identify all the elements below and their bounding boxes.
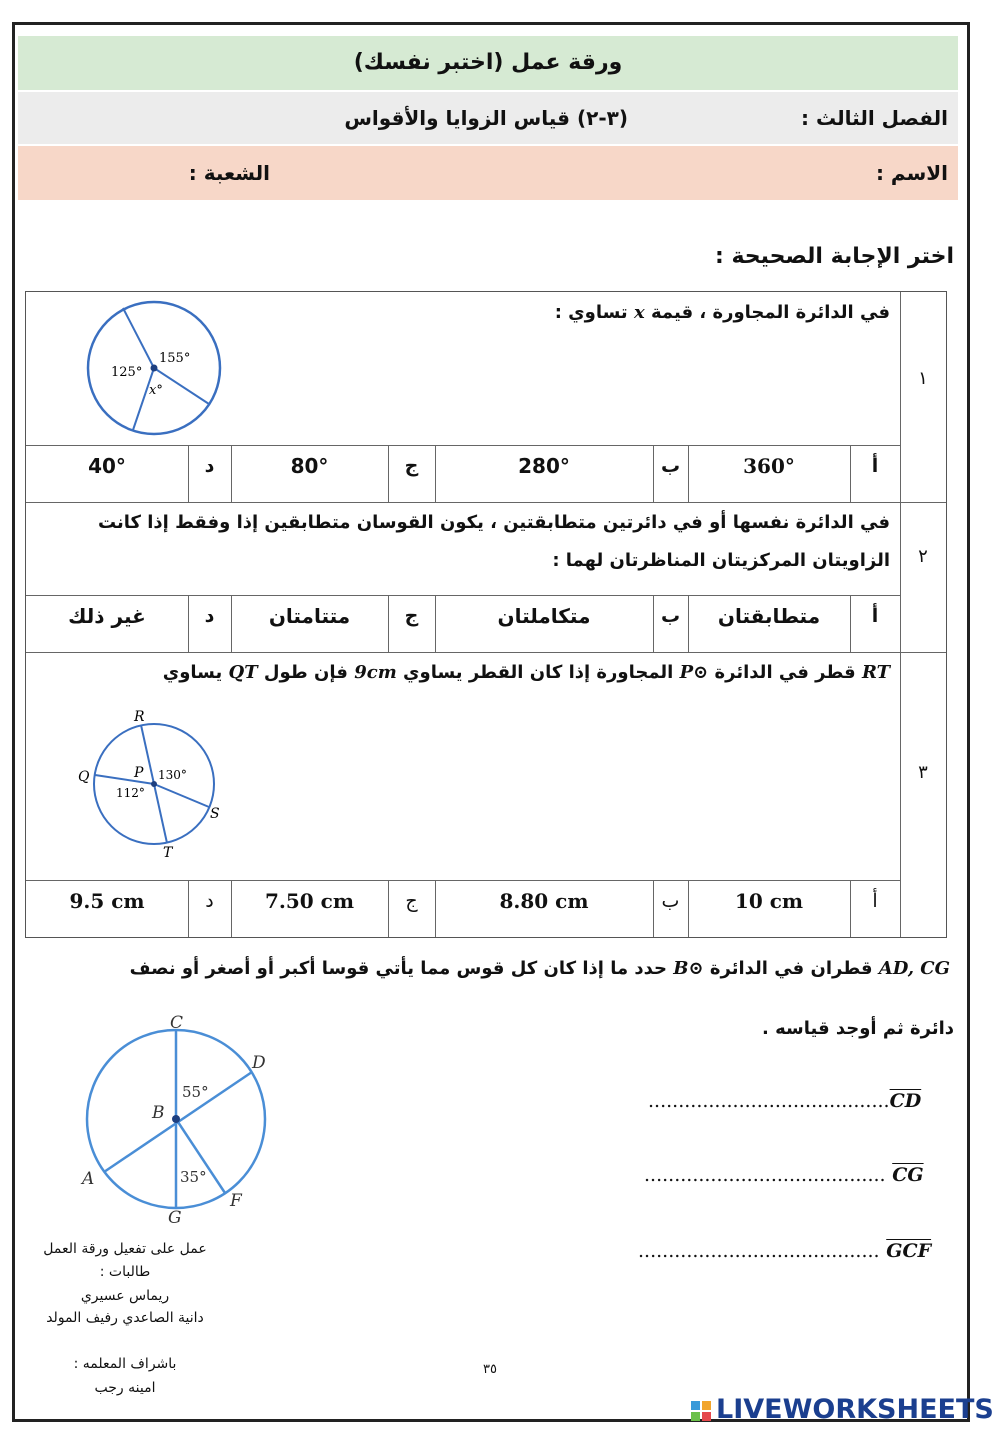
question-3-text: RT قطر في الدائرة ⊙P المجاورة إذا كان القطر يساوي 9cm فإن طول QT يساوي — [162, 662, 890, 683]
row-divider — [26, 880, 900, 881]
option-value[interactable]: 360° — [743, 454, 795, 478]
page-number: ٣٥ — [483, 1362, 497, 1377]
angle-label-55: 55° — [182, 1083, 209, 1101]
instruction: اختر الإجابة الصحيحة : — [715, 244, 954, 269]
name-label[interactable]: الاسم : — [875, 161, 948, 185]
option-letter: أ — [871, 605, 879, 627]
part-2-line-1: AD, CG قطران في الدائرة ⊙B حدد ما إذا كان كل قوس مما يأتي قوسا أكبر أو أصغر أو نصف — [129, 958, 950, 979]
part-2-line-2: دائرة ثم أوجد قياسه . — [761, 1018, 954, 1039]
point-label-t: T — [163, 845, 173, 861]
answer-line-cg[interactable]: ........................................ $\overline{CG}$ — [644, 1164, 924, 1186]
worksheet-title-band — [18, 36, 958, 90]
chapter-label: الفصل الثالث : — [801, 106, 948, 130]
option-letter: ب — [660, 605, 681, 627]
point-label-q: Q — [78, 769, 90, 785]
option-value[interactable]: 280° — [518, 454, 570, 478]
point-label-p: P — [134, 765, 144, 781]
row-divider — [26, 595, 900, 596]
option-letter: د — [205, 890, 214, 912]
section-label[interactable]: الشعبة : — [188, 161, 270, 185]
option-letter: أ — [872, 890, 878, 912]
option-value[interactable]: متتامتان — [268, 604, 351, 628]
student-name: دانية الصاعدي رفيف المولد — [46, 1310, 204, 1326]
row-divider — [26, 502, 946, 503]
option-value[interactable]: 40° — [88, 454, 126, 478]
question-3-circle-figure — [74, 707, 244, 862]
option-letter: ج — [405, 890, 418, 912]
liveworksheets-icon — [690, 1400, 712, 1422]
angle-label-112: 112° — [116, 786, 145, 800]
questions-table — [25, 291, 947, 938]
point-label-a: A — [82, 1169, 95, 1189]
option-letter: ب — [660, 455, 681, 477]
question-number: ٣ — [918, 762, 928, 783]
lesson-title: (٣-٢) قياس الزوايا والأقواس — [344, 106, 628, 130]
option-value[interactable]: 80° — [290, 454, 329, 478]
option-value[interactable]: متكاملتان — [497, 604, 591, 628]
option-value[interactable]: 7.50 cm — [264, 889, 354, 913]
point-label-f: F — [230, 1191, 242, 1211]
point-label-s: S — [210, 806, 220, 822]
point-label-b: B — [152, 1103, 165, 1123]
angle-label-125: 125° — [111, 365, 143, 380]
option-letter: ج — [404, 605, 419, 627]
option-value[interactable]: 10 cm — [734, 889, 804, 913]
option-value[interactable]: 8.80 cm — [499, 889, 589, 913]
option-letter: ب — [661, 890, 680, 912]
chapter-band — [18, 92, 958, 144]
part-2-circle-figure — [70, 1008, 290, 1233]
question-2-line-1: في الدائرة نفسها أو في دائرتين متطابقتين ، يكون القوسان متطابقين إذا وفقط إذا كانت — [97, 512, 890, 533]
point-label-g: G — [168, 1208, 182, 1228]
liveworksheets-logo[interactable] — [690, 1394, 994, 1425]
answer-line-gcf[interactable]: ........................................ $\overline{GCF}$ — [638, 1240, 932, 1262]
point-label-d: D — [252, 1053, 266, 1073]
option-value[interactable]: غير ذلك — [68, 604, 146, 628]
row-divider — [26, 652, 946, 653]
angle-label-155: 155° — [159, 351, 191, 366]
credit-line-2: طالبات : — [99, 1264, 151, 1280]
option-letter: ج — [404, 455, 419, 477]
student-name: ريماس عسيري — [80, 1288, 170, 1304]
question-1-text: في الدائرة المجاورة ، قيمة x تساوي : — [554, 302, 890, 323]
brand-name: LIVEWORKSHEETS — [716, 1394, 994, 1425]
angle-label-35: 35° — [180, 1168, 207, 1186]
question-number: ٢ — [918, 546, 928, 567]
teacher-name: امينه رجب — [94, 1380, 156, 1396]
option-letter: د — [204, 455, 215, 477]
option-letter: أ — [871, 455, 879, 477]
supervisor-label: باشراف المعلمه : — [73, 1356, 177, 1372]
name-band — [18, 146, 958, 200]
question-2-line-2: الزاويتان المركزيتان المناظرتان لهما : — [552, 550, 890, 571]
option-letter: د — [204, 605, 215, 627]
question-number: ١ — [918, 368, 928, 389]
question-1-circle-figure — [81, 300, 231, 440]
option-value[interactable]: متطابقتان — [717, 604, 821, 628]
worksheet-title: ورقة عمل (اختبر نفسك) — [353, 50, 623, 75]
option-value[interactable]: 9.5 cm — [69, 889, 145, 913]
angle-label-130: 130° — [158, 768, 187, 782]
point-label-r: R — [134, 709, 145, 725]
row-divider — [26, 445, 900, 446]
credit-line-1: عمل على تفعيل ورقة العمل — [43, 1241, 207, 1257]
angle-label-x: x° — [149, 383, 163, 398]
answer-line-cd[interactable]: $........................................\overline{CD}$ — [648, 1090, 922, 1112]
point-label-c: C — [170, 1013, 184, 1033]
